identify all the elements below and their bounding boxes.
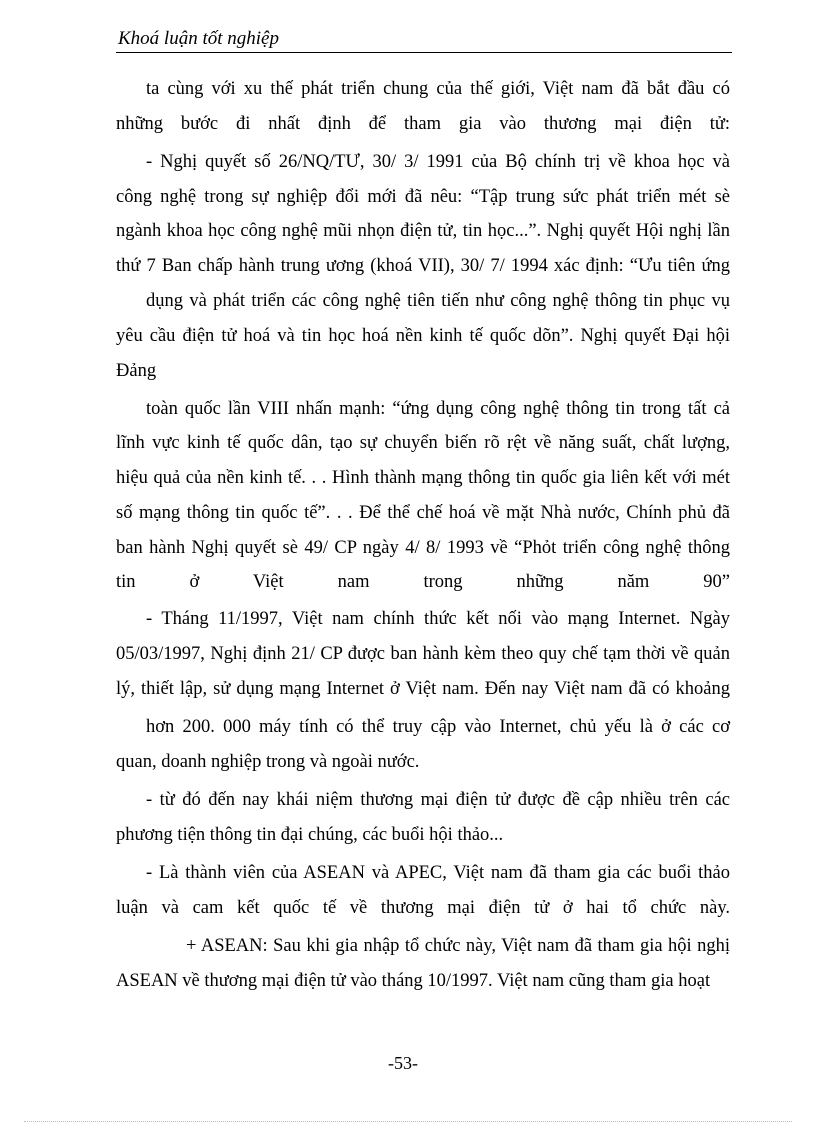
text-line: - Là thành viên của ASEAN và APEC, Việt nam đã tham gia các buổi thảo bbox=[146, 863, 730, 883]
text-line: phương tiện thông tin đại chúng, các buổi hội thảo... bbox=[116, 825, 504, 845]
text-line: - Tháng 11/1997, Việt nam chính thức kết nối vào mạng Internet. Ngày bbox=[146, 609, 730, 629]
text-line: lý, thiết lập, sử dụng mạng Internet ở Việt nam. Đến nay Việt nam đã có khoảng bbox=[116, 679, 730, 699]
text-line: dụng và phát triển các công nghệ tiên tiến như công nghệ thông tin phục vụ bbox=[146, 291, 730, 311]
text-line: - từ đó đến nay khái niệm thương mại điện tử được đề cập nhiều trên các bbox=[146, 790, 730, 810]
text-line: những bước đi nhất định để tham gia vào thương mại điện tử: bbox=[116, 114, 730, 134]
text-line: Đảng bbox=[116, 361, 157, 381]
text-line: tin ở Việt nam trong những năm 90” bbox=[116, 572, 730, 592]
text-line: thứ 7 Ban chấp hành trung ương (khoá VII), 30/ 7/ 1994 xác định: “Ưu tiên ứng bbox=[116, 256, 730, 276]
page-header bbox=[116, 26, 732, 53]
text-line: hiệu quả của nền kinh tế. . . Hình thành mạng thông tin quốc gia liên kết với mét bbox=[116, 468, 730, 488]
page-bottom-divider bbox=[24, 1121, 792, 1122]
text-line: + ASEAN: Sau khi gia nhập tổ chức này, Việt nam đã tham gia hội nghị bbox=[186, 936, 730, 956]
text-line: ngành khoa học công nghệ mũi nhọn điện tử, tin học...”. Nghị quyết Hội nghị lần bbox=[116, 221, 730, 241]
text-line: luận và cam kết quốc tế về thương mại điện tử ở hai tổ chức này. bbox=[116, 898, 730, 918]
text-line: ASEAN về thương mại điện tử vào tháng 10/1997. Việt nam cũng tham gia hoạt bbox=[116, 971, 711, 991]
text-line: công nghệ trong sự nghiệp đổi mới đã nêu: “Tập trung sức phát triển mét sè bbox=[116, 187, 730, 207]
page-number: -53- bbox=[388, 1053, 418, 1073]
text-line: số mạng thông tin quốc tế”. . . Để thể chế hoá về mặt Nhà nước, Chính phủ đã bbox=[116, 503, 730, 523]
text-line: quan, doanh nghiệp trong và ngoài nước. bbox=[116, 752, 420, 772]
text-line: - Nghị quyết số 26/NQ/TƯ, 30/ 3/ 1991 của Bộ chính trị về khoa học và bbox=[146, 152, 730, 172]
text-line: 05/03/1997, Nghị định 21/ CP được ban hành kèm theo quy chế tạm thời về quản bbox=[116, 644, 730, 664]
text-line: ban hành Nghị quyết sè 49/ CP ngày 4/ 8/ 1993 về “Phỏt triển công nghệ thông bbox=[116, 538, 730, 558]
header-title: Khoá luận tốt nghiệp bbox=[118, 28, 279, 49]
text-line: hơn 200. 000 máy tính có thể truy cập vào Internet, chủ yếu là ở các cơ bbox=[146, 717, 730, 737]
text-line: yêu cầu điện tử hoá và tin học hoá nền kinh tế quốc dõn”. Nghị quyết Đại hội bbox=[116, 326, 730, 346]
text-line: ta cùng với xu thế phát triển chung của thế giới, Việt nam đã bắt đầu có bbox=[146, 79, 730, 99]
text-line: lĩnh vực kinh tế quốc dân, tạo sự chuyển biến rõ rệt về năng suất, chất lượng, bbox=[116, 433, 730, 453]
text-line: toàn quốc lần VIII nhấn mạnh: “ứng dụng công nghệ thông tin trong tất cả bbox=[146, 399, 730, 419]
